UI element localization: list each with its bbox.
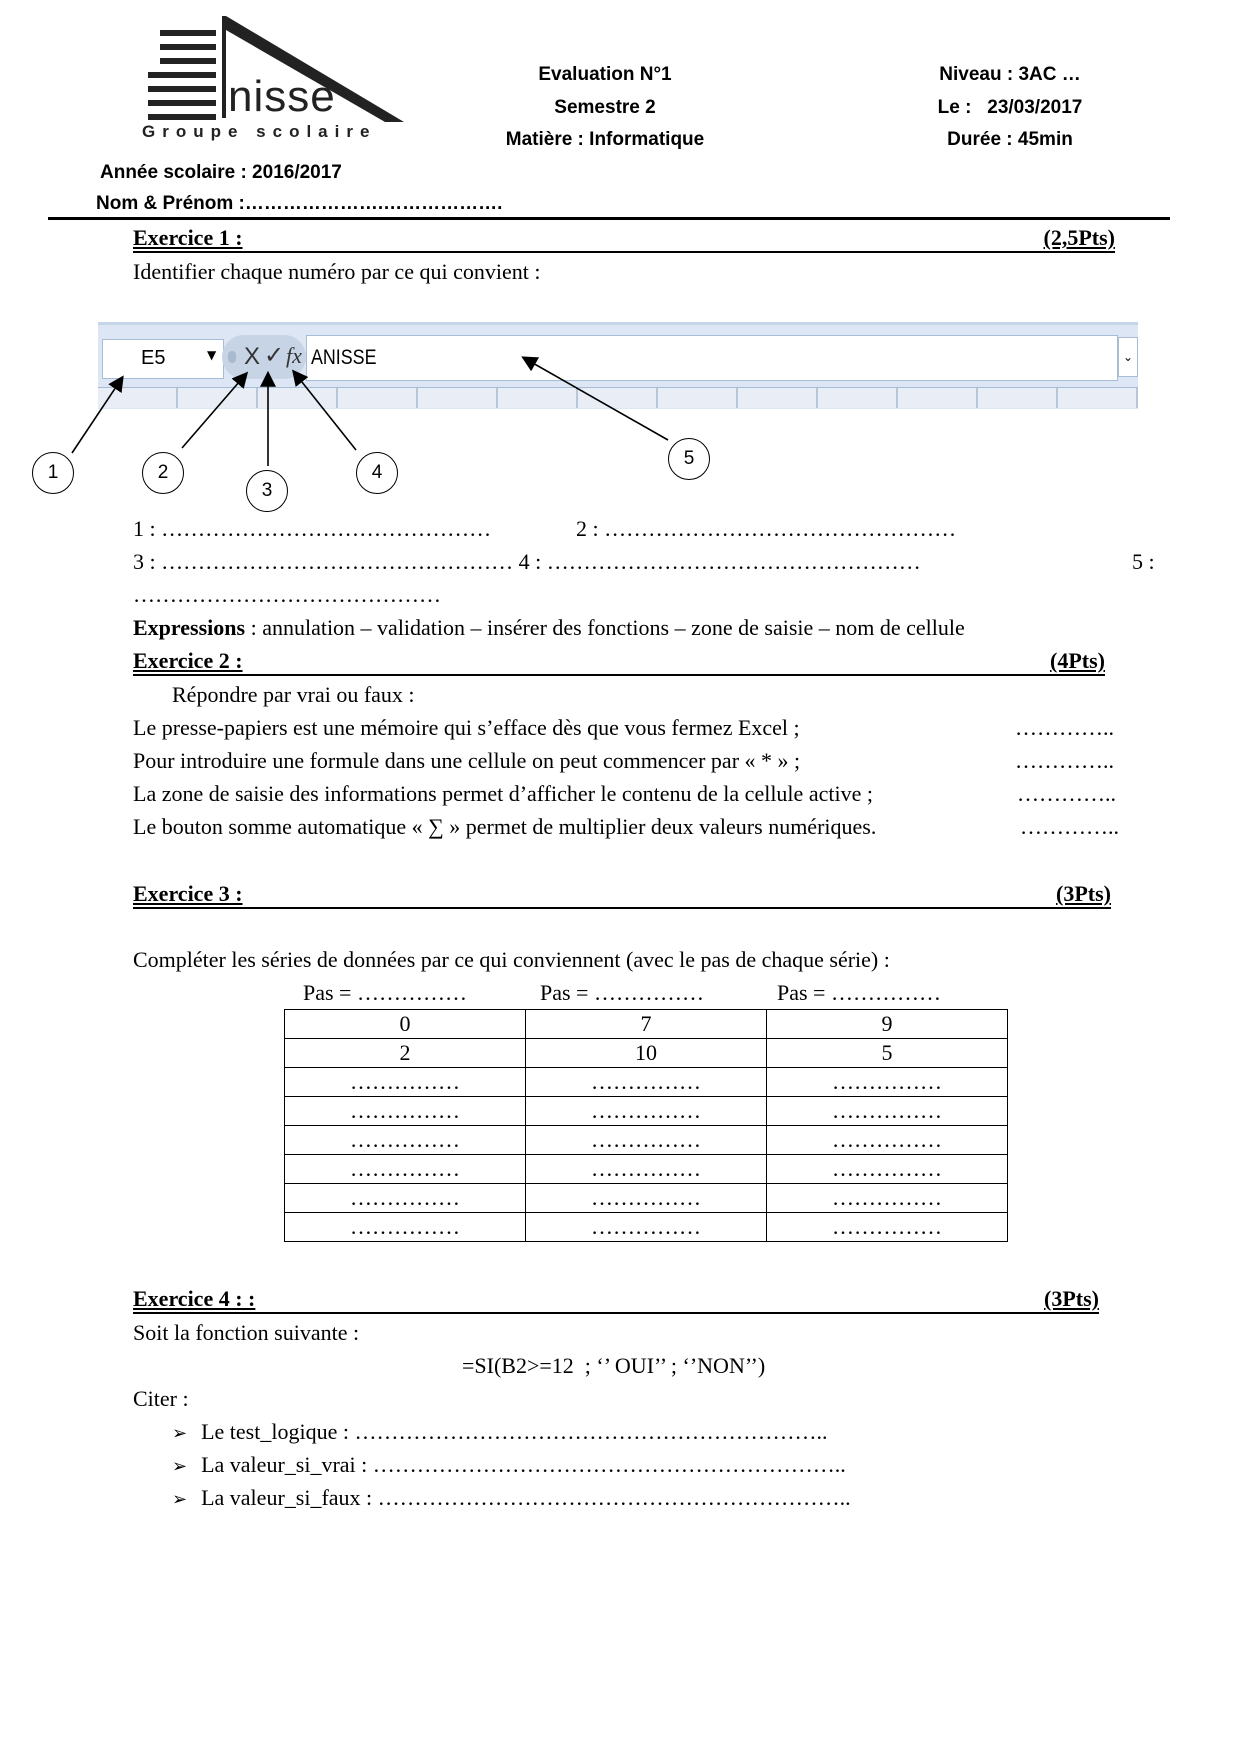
table-cell: …………… xyxy=(285,1097,526,1126)
table-cell: 9 xyxy=(767,1010,1008,1039)
callout-5: 5 xyxy=(668,438,710,480)
ex2-blank-2: ………….. xyxy=(1015,748,1114,773)
table-cell: 0 xyxy=(285,1010,526,1039)
list-item xyxy=(172,1452,846,1478)
ex2-blank-4: ………….. xyxy=(1020,814,1119,839)
arrow-bullet-icon: ➢ xyxy=(172,1456,188,1477)
expand-icon: ⌄ xyxy=(1118,337,1138,377)
semestre: Semestre 2 xyxy=(554,97,656,118)
ex4-label: Exercice 4 : : xyxy=(133,1286,256,1311)
ex3-instruction: Compléter les séries de données par ce qui conviennent (avec le pas de chaque série) : xyxy=(133,947,890,972)
ex2-label: Exercice 2 : xyxy=(133,648,243,673)
table-cell: …………… xyxy=(767,1184,1008,1213)
table-cell: …………… xyxy=(767,1097,1008,1126)
date: Le : 23/03/2017 xyxy=(937,97,1083,118)
answer-line-2b: 5 : xyxy=(1132,549,1155,574)
series-table xyxy=(284,1009,1008,1242)
ex2-item-3: La zone de saisie des informations permet d’afficher le contenu de la cellule active ; xyxy=(133,781,873,806)
table-cell: 7 xyxy=(526,1010,767,1039)
ex4-intro: Soit la fonction suivante : xyxy=(133,1320,360,1345)
answer-line-1a: 1 : ……………………………………… xyxy=(133,516,492,541)
ex4-title xyxy=(133,1286,1099,1314)
arrow-1 xyxy=(72,378,122,453)
table-row xyxy=(285,1184,1008,1213)
answer-line-3: …………………………………… xyxy=(133,582,441,607)
list-item xyxy=(172,1485,851,1511)
ex3-points: (3Pts) xyxy=(1056,881,1111,906)
answer-line-1b: 2 : ………………………………………… xyxy=(576,516,957,541)
expressions-text: : annulation – validation – insérer des fonctions – zone de saisie – nom de cellule xyxy=(245,615,965,640)
pas-2: Pas = …………… xyxy=(540,980,704,1005)
ex1-label: Exercice 1 : xyxy=(133,225,243,250)
table-cell: …………… xyxy=(767,1068,1008,1097)
ex2-points: (4Pts) xyxy=(1050,648,1105,673)
ex4-item-3: La valeur_si_faux : ……………………………………………………….. xyxy=(201,1485,851,1510)
table-row xyxy=(285,1097,1008,1126)
cell-reference: E5 xyxy=(141,347,166,369)
pas-1: Pas = …………… xyxy=(303,980,467,1005)
table-cell: 10 xyxy=(526,1039,767,1068)
duree: Durée : 45min xyxy=(947,129,1073,150)
niveau: Niveau : 3AC … xyxy=(939,64,1081,85)
table-cell: …………… xyxy=(767,1126,1008,1155)
table-row xyxy=(285,1155,1008,1184)
table-cell: …………… xyxy=(526,1184,767,1213)
callout-3: 3 xyxy=(246,470,288,512)
table-row xyxy=(285,1010,1008,1039)
table-cell: …………… xyxy=(767,1213,1008,1242)
callout-2: 2 xyxy=(142,452,184,494)
arrow-5 xyxy=(524,358,668,440)
callout-1: 1 xyxy=(32,452,74,494)
table-cell: …………… xyxy=(285,1184,526,1213)
formula-content: ANISSE xyxy=(311,346,377,369)
ex2-item-1: Le presse-papiers est une mémoire qui s’efface dès que vous fermez Excel ; xyxy=(133,715,800,740)
ex3-title xyxy=(133,881,1111,909)
ex4-citer: Citer : xyxy=(133,1386,189,1411)
evaluation-title: Evaluation N°1 xyxy=(538,64,672,85)
table-row xyxy=(285,1213,1008,1242)
insert-function-icon: fx xyxy=(286,343,302,368)
table-cell: 2 xyxy=(285,1039,526,1068)
ex4-item-2: La valeur_si_vrai : ……………………………………………………….. xyxy=(201,1452,846,1477)
ex3-label: Exercice 3 : xyxy=(133,881,243,906)
arrow-bullet-icon: ➢ xyxy=(172,1423,188,1444)
nom-prenom: Nom & Prénom :………………….………………. xyxy=(96,193,503,214)
ex2-blank-3: ………….. xyxy=(1017,781,1116,806)
table-cell: …………… xyxy=(285,1213,526,1242)
table-cell: …………… xyxy=(526,1126,767,1155)
arrow-2 xyxy=(182,374,246,448)
table-cell: …………… xyxy=(526,1068,767,1097)
ex4-points: (3Pts) xyxy=(1044,1286,1099,1311)
table-cell: 5 xyxy=(767,1039,1008,1068)
list-item xyxy=(172,1419,827,1445)
arrow-bullet-icon: ➢ xyxy=(172,1489,188,1510)
callout-4: 4 xyxy=(356,452,398,494)
ex1-points: (2,5Pts) xyxy=(1043,225,1115,250)
answer-line-2a: 3 : ………………………………………… 4 : …………………………………………… xyxy=(133,549,921,574)
table-cell: …………… xyxy=(526,1155,767,1184)
table-cell: …………… xyxy=(526,1097,767,1126)
arrow-4 xyxy=(294,372,356,450)
table-row xyxy=(285,1039,1008,1068)
callout-arrows xyxy=(0,0,1240,520)
cancel-icon: X xyxy=(244,343,261,370)
ex4-formula: =SI(B2>=12 ; ‘’ OUI’’ ; ‘’NON’’) xyxy=(462,1353,766,1378)
table-cell: …………… xyxy=(767,1155,1008,1184)
ex1-instruction: Identifier chaque numéro par ce qui convient : xyxy=(133,259,541,284)
ex2-title xyxy=(133,648,1105,676)
table-row xyxy=(285,1068,1008,1097)
dropdown-arrow-icon: ▼ xyxy=(207,348,217,362)
ex2-item-2: Pour introduire une formule dans une cellule on peut commencer par « * » ; xyxy=(133,748,801,773)
ex2-instruction: Répondre par vrai ou faux : xyxy=(172,682,415,707)
table-row xyxy=(285,1126,1008,1155)
table-cell: …………… xyxy=(285,1068,526,1097)
logo-wordmark: nisse xyxy=(228,72,336,121)
table-cell: …………… xyxy=(526,1213,767,1242)
ex2-item-4: Le bouton somme automatique « ∑ » permet de multiplier deux valeurs numériques. xyxy=(133,814,877,839)
expressions-label: Expressions xyxy=(133,615,246,640)
logo-subtitle: Groupe scolaire xyxy=(142,122,377,141)
enter-check-icon: ✓ xyxy=(264,341,285,369)
expressions-line xyxy=(133,615,965,641)
annee-scolaire: Année scolaire : 2016/2017 xyxy=(100,162,342,183)
matiere: Matière : Informatique xyxy=(505,129,705,150)
pas-3: Pas = …………… xyxy=(777,980,941,1005)
table-cell: …………… xyxy=(285,1155,526,1184)
ex2-blank-1: ………….. xyxy=(1015,715,1114,740)
table-cell: …………… xyxy=(285,1126,526,1155)
ex4-item-1: Le test_logique : ……………………………………………………….. xyxy=(201,1419,828,1444)
